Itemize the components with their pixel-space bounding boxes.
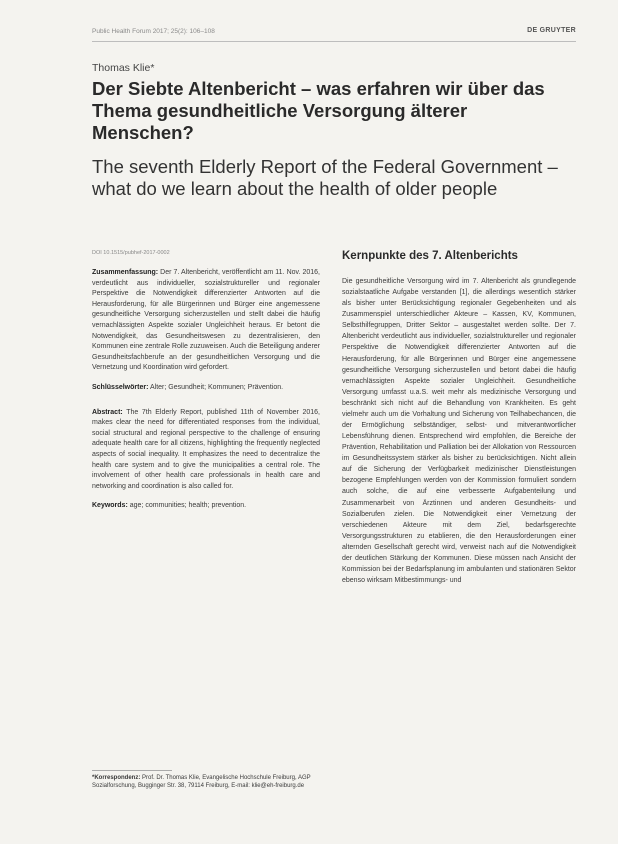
footnote-label: *Korrespondenz: bbox=[92, 775, 141, 781]
keywords-english-text: age; communities; health; prevention. bbox=[129, 502, 247, 510]
abstract-german-text: Der 7. Altenbericht, veröffentlicht am 11. Nov. 2016, verdeutlicht aus individueller, sozialstruktureller und regionaler Perspektive die Notwendigkeit differenzierter Antworten auf die Herausforderung, für alle Bürgerinnen und Bürger eine angemessene gesundheitliche Versorgung sicherzustellen und stellt dabei die häufig vernachlässigten Aspekte sozialer Ungleichheit heraus. Er betont die Notwendigkeit, das Gesundheitswesen zu dezentralisieren, den Kommunen eine zentrale Rolle zuzuweisen. Auch die Beteiligung anderer Gesundheitsfachberufe an der gesundheitlichen Versorgung und die Vernetzung und Koordination wird gefordert. bbox=[92, 269, 320, 372]
abstract-english-text: The 7th Elderly Report, published 11th of November 2016, makes clear the need for differentiated responses from the individual, social structural and regional perspective to the challenge of ensuring adequate health care for all citizens, highlighting the frequently neglected aspects of social inequality. It emphasizes the need to decentralize the health care system and to give the municipalities a central role. The involvement of other health care professionals in health care and networking and coordination is also called for. bbox=[92, 408, 321, 490]
section-heading: Kernpunkte des 7. Altenberichts bbox=[342, 250, 518, 262]
right-column bbox=[342, 250, 576, 586]
doi: DOI 10.1515/pubhef-2017-0002 bbox=[92, 250, 170, 256]
header-rule bbox=[92, 41, 576, 42]
author-name: Thomas Klie* bbox=[92, 62, 155, 74]
keywords-german-label: Schlüsselwörter: bbox=[92, 383, 149, 391]
publisher-logo: DE GRUYTER bbox=[527, 27, 576, 34]
title-english: The seventh Elderly Report of the Federal Government – what do we learn about the health of older people bbox=[92, 156, 558, 199]
abstract-english bbox=[92, 408, 320, 493]
abstract-english-label: Abstract: bbox=[92, 408, 123, 416]
section-body: Die gesundheitliche Versorgung wird im 7. Altenbericht als grundlegende sozialstaatliche Aufgabe verstanden [1], die allerdings wesentlich stärker als bisher unter Berücksichtigung regionaler Gegebenheiten und als Zusammenspiel unterschiedlicher Akteure – Kassen, KV, Kommunen, Selbsthilfegruppen, Dritter Sektor – ausgestaltet werden sollte. Der 7. Altenbericht verdeutlicht aus individueller, sozialstruktureller und regionaler Perspektive die Notwendigkeit differenzierter Antworten auf die Herausforderung, für alle Bürgerinnen und Bürger eine angemessene gesundheitliche Versorgung sicherzustellen und betont dabei die häufig vernachlässigten Aspekte sozialer Ungleichheit. Gesundheitliche Versorgung umfasst u.a.S. weit mehr als medizinische Versorgung und beschränkt sich nicht auf die Behandlung von Krankheiten. Es geht vielmehr auch um die Vorhaltung und Sicherung von Teilhabechancen, die der Ermöglichung selbständiger, selbst- und mitverantwortlicher Lebensführung dienen. Entsprechend wird empfohlen, die Bereiche der Prävention, Rehabilitation und Palliation bei der Allokation von Ressourcen im Gesundheitssystem stärker als bisher zu berücksichtigen. Nicht allein auf die Sicherung der Verfügbarkeit medizinischer Dienstleistungen bezogene Empfehlungen werden von der Kommission formuliert sondern auch solche, die auf eine verbesserte Aufgabenteilung und Zusammenarbeit von Ärztinnen und anderen Gesundheits- und Sozialberufen zielen. Die Notwendigkeit einer Vernetzung der verschiedenen Akteure mit dem Ziel, bedarfsgerechte Versorgungsstrukturen zu etablieren, die den Herausforderungen einer alternden Gesellschaft gerecht wird, verweist nach auf die Notwendigkeit der deutlichen Stärkung der Kommunen. Diese müssen nach Ansicht der Kommission bei der Bedarfsplanung im ambulanten und stationären Sektor ebenso wirksam Mitbestimmungs- und bbox=[342, 278, 576, 585]
footnote-text: Prof. Dr. Thomas Klie, Evangelische Hochschule Freiburg, AGP Sozialforschung, Bugginger Str. 38, 79114 Freiburg, E-mail: klie@eh-freiburg.de bbox=[92, 775, 311, 790]
keywords-english-label: Keywords: bbox=[92, 502, 128, 510]
keywords-english bbox=[92, 501, 320, 512]
keywords-german-text: Alter; Gesundheit; Kommunen; Prävention. bbox=[149, 383, 284, 391]
journal-citation: Public Health Forum 2017; 25(2): 106–108 bbox=[92, 28, 215, 35]
page-header bbox=[92, 28, 576, 40]
title-german: Der Siebte Altenbericht – was erfahren wir über das Thema gesundheitliche Versorgung älterer Menschen? bbox=[92, 78, 545, 143]
footnote-rule bbox=[92, 770, 172, 771]
correspondence-footnote bbox=[92, 774, 320, 791]
abstract-german bbox=[92, 268, 320, 374]
abstract-german-label: Zusammenfassung: bbox=[92, 269, 159, 276]
keywords-german bbox=[92, 383, 320, 394]
left-column bbox=[92, 268, 320, 521]
